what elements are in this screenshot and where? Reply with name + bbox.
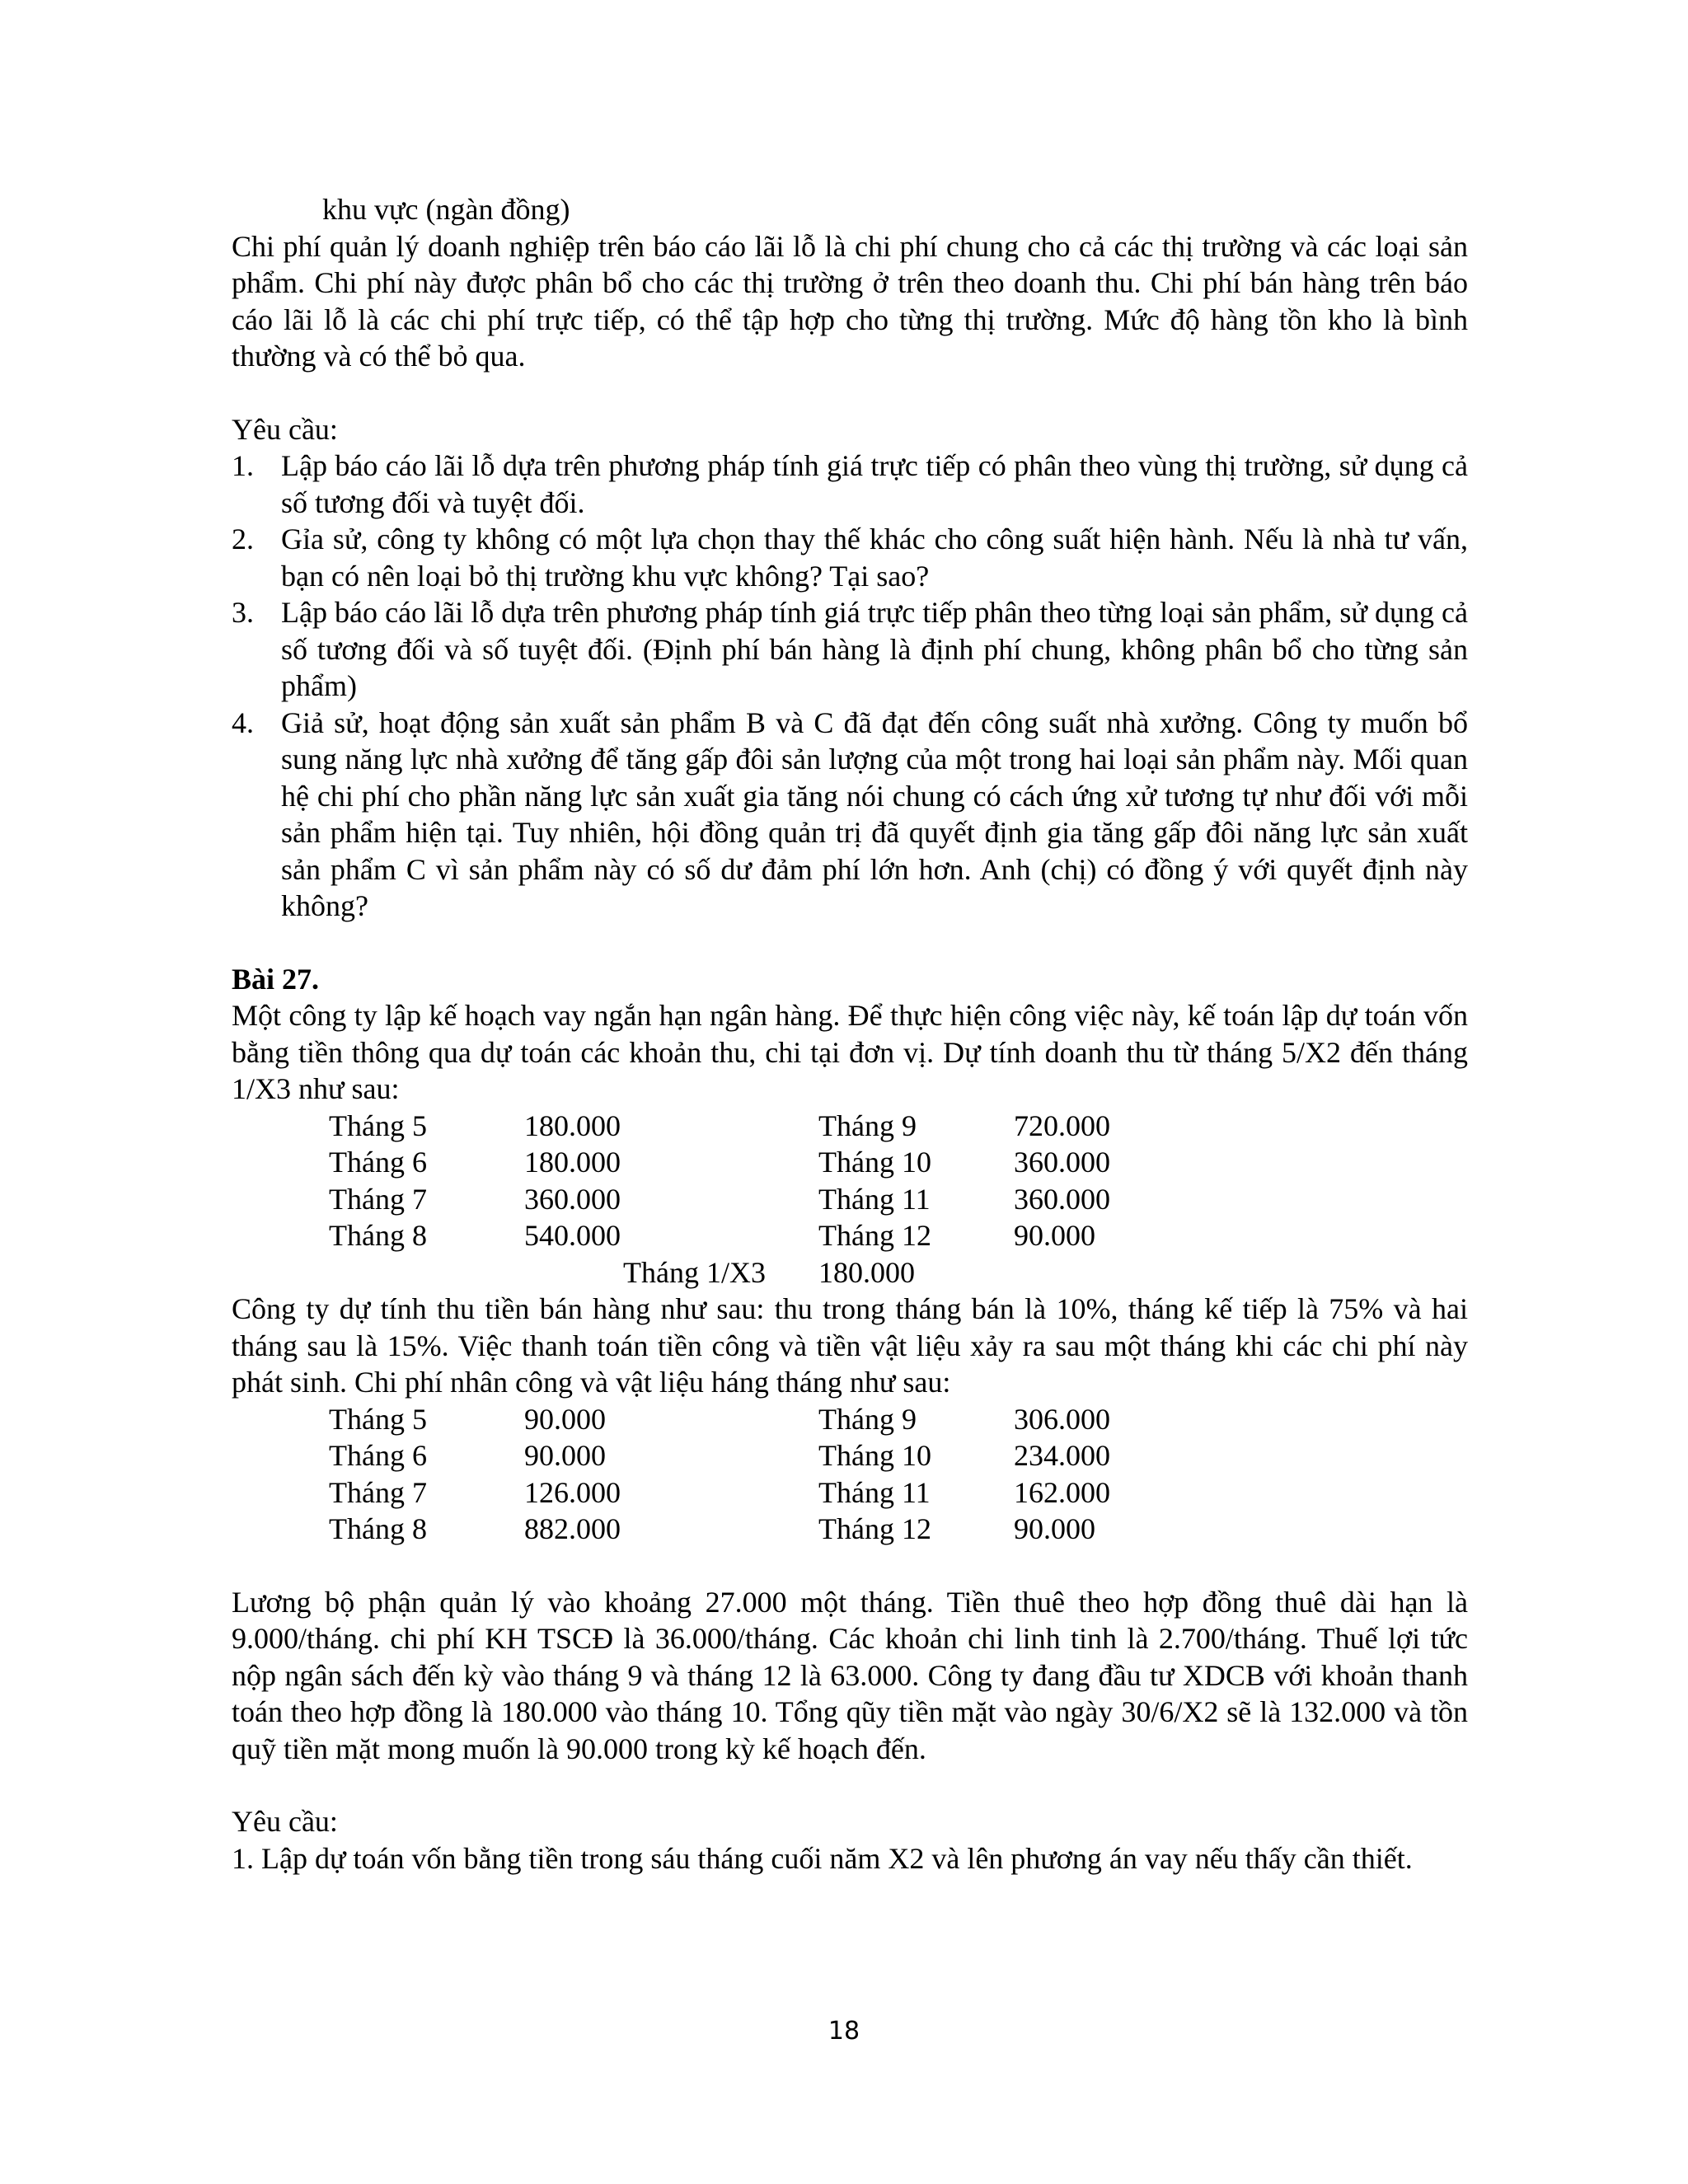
- exercise-intro: Một công ty lập kế hoạch vay ngắn hạn ngân hàng. Để thực hiện công việc này, kế toán lập dự toán vốn bằng tiền thông qua dự toán các khoản thu, chi tại đơn vị. Dự tính doanh thu từ tháng 5/X2 đến tháng 1/X3 như sau:: [232, 999, 1468, 1105]
- list-item: 1. Lập báo cáo lãi lỗ dựa trên phương pháp tính giá trực tiếp có phân theo vùng thị trường, sử dụng cả số tương đối và tuyệt đối.: [232, 449, 1468, 519]
- table-row: Tháng 7 360.000 Tháng 11 360.000: [329, 1182, 1110, 1216]
- exercise-title: Bài 27.: [232, 962, 320, 996]
- table-row: Tháng 7 126.000 Tháng 11 162.000: [329, 1475, 1110, 1509]
- table-row: Tháng 8 540.000 Tháng 12 90.000: [329, 1219, 1095, 1252]
- collection-paragraph: Công ty dự tính thu tiền bán hàng như sau: thu trong tháng bán là 10%, tháng kế tiếp là 75% và hai tháng sau là 15%. Việc thanh toán tiền công và tiền vật liệu xảy ra sau một tháng khi các chi phí này phát sinh. Chi phí nhân công và vật liệu háng tháng như sau:: [232, 1292, 1468, 1399]
- table-row: Tháng 6 180.000 Tháng 10 360.000: [329, 1146, 1110, 1179]
- list-item: 4. Giả sử, hoạt động sản xuất sản phẩm B và C đã đạt đến công suất nhà xưởng. Công ty muốn bổ sung năng lực nhà xưởng để tăng gấp đôi sản lượng của một trong hai loại sản phẩm này. Mối quan hệ chi phí cho phần năng lực sản xuất gia tăng nói chung có cách ứng xử tương tự như đối với mỗi sản phẩm hiện tại. Tuy nhiên, hội đồng quản trị đã quyết định gia tăng gấp đôi năng lực sản xuất sản phẩm C vì sản phẩm này có số dư đảm phí lớn hơn. Anh (chị) có đồng ý với quyết định này không?: [232, 705, 1468, 922]
- table-row: Tháng 5 180.000 Tháng 9 720.000: [329, 1108, 1110, 1142]
- revenue-table: [232, 1108, 1468, 1254]
- revenue-extra-row: Tháng 1/X3 180.000: [623, 1255, 915, 1289]
- intro-paragraph: Chi phí quản lý doanh nghiệp trên báo cáo lãi lỗ là chi phí chung cho cả các thị trường và các loại sản phẩm. Chi phí này được phân bổ cho các thị trường ở trên theo doanh thu. Chi phí bán hàng trên báo cáo lãi lỗ là các chi phí trực tiếp, có thể tập hợp cho từng thị trường. Mức độ hàng tồn kho là bình thường và có thể bỏ qua.: [232, 229, 1468, 373]
- intro-tail: khu vực (ngàn đồng): [322, 193, 570, 226]
- requirements-heading-2: Yêu cầu:: [232, 1805, 338, 1838]
- table-row: Tháng 8 882.000 Tháng 12 90.000: [329, 1512, 1095, 1545]
- requirements-list: [232, 448, 1468, 925]
- requirements-heading: Yêu cầu:: [232, 412, 338, 446]
- cost-table: [232, 1401, 1468, 1548]
- list-item: 3. Lập báo cáo lãi lỗ dựa trên phương pháp tính giá trực tiếp phân theo từng loại sản phẩm, sử dụng cả số tương đối và số tuyệt đối. (Định phí bán hàng là định phí chung, không phân bổ cho từng sản phẩm): [232, 596, 1468, 702]
- requirement-item: 1. Lập dự toán vốn bằng tiền trong sáu tháng cuối năm X2 và lên phương án vay nếu thấy cần thiết.: [232, 1841, 1413, 1875]
- list-item: 2. Gỉa sử, công ty không có một lựa chọn thay thế khác cho công suất hiện hành. Nếu là nhà tư vấn, bạn có nên loại bỏ thị trường khu vực không? Tại sao?: [232, 523, 1468, 593]
- table-row: Tháng 6 90.000 Tháng 10 234.000: [329, 1439, 1110, 1472]
- table-row: Tháng 5 90.000 Tháng 9 306.000: [329, 1402, 1110, 1436]
- page-number: 18: [828, 2017, 860, 2046]
- salary-paragraph: Lương bộ phận quản lý vào khoảng 27.000 một tháng. Tiền thuê theo hợp đồng thuê dài hạn là 9.000/tháng. chi phí KH TSCĐ là 36.000/tháng. Các khoản chi linh tinh là 2.700/tháng. Thuế lợi tức nộp ngân sách đến kỳ vào tháng 9 và tháng 12 là 63.000. Công ty đang đầu tư XDCB với khoản thanh toán theo hợp đồng là 180.000 vào tháng 10. Tổng qũy tiền mặt vào ngày 30/6/X2 sẽ là 132.000 và tồn quỹ tiền mặt mong muốn là 90.000 trong kỳ kế hoạch đến.: [232, 1585, 1468, 1765]
- document-page: [232, 191, 1468, 1877]
